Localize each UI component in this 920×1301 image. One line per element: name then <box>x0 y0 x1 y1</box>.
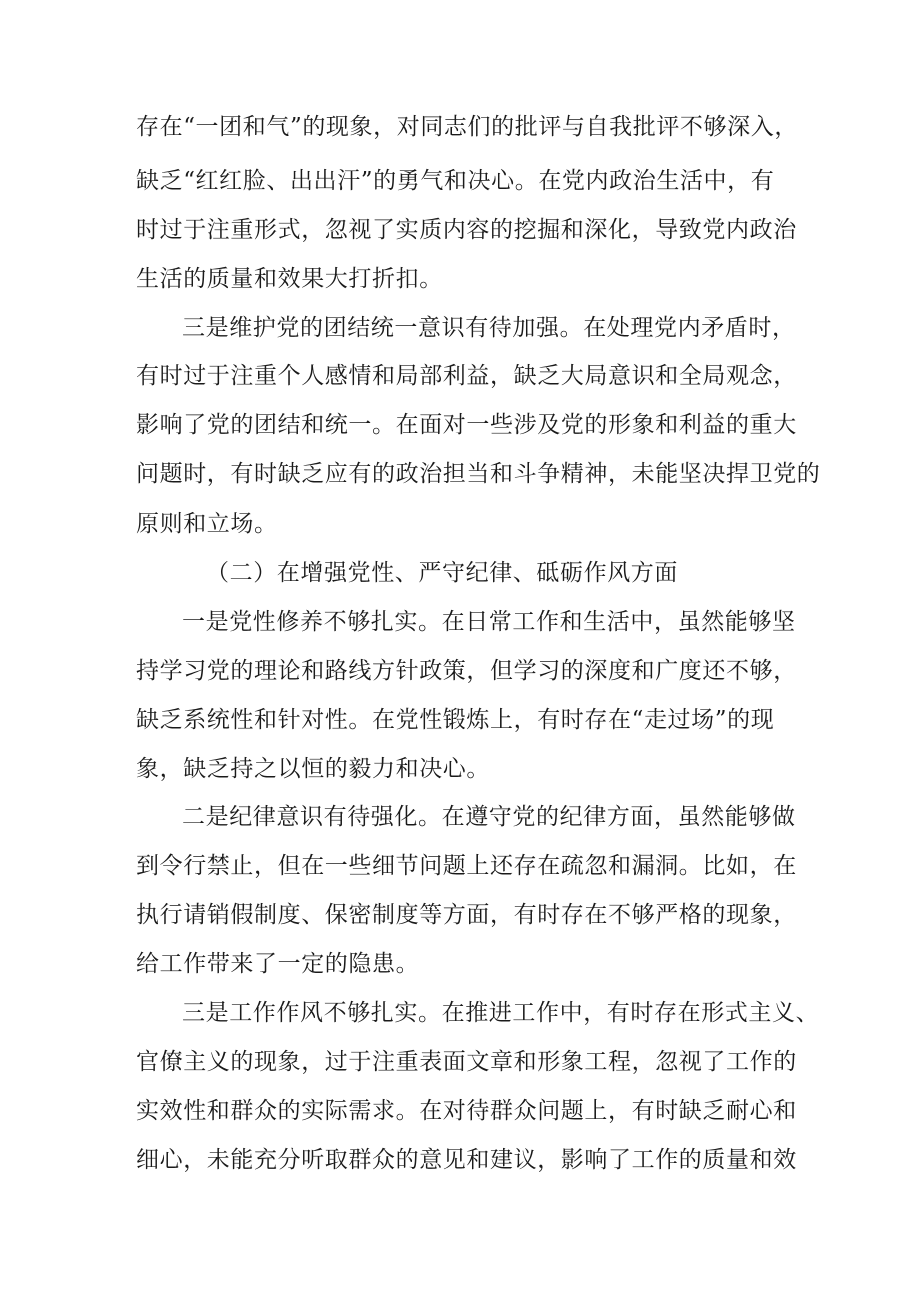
paragraph-start-line: 三是维护党的团结统一意识有待加强。在处理党内矛盾时， <box>182 315 796 341</box>
paragraph-start-line: 二是纪律意识有待强化。在遵守党的纪律方面，虽然能够做 <box>182 804 796 830</box>
text-line: 细心，未能充分听取群众的意见和建议，影响了工作的质量和效 <box>136 1147 797 1173</box>
text-line: 原则和立场。 <box>136 511 278 537</box>
text-line: 时过于注重形式，忽视了实质内容的挖掘和深化，导致党内政治 <box>136 217 797 243</box>
text-line: 问题时，有时缺乏应有的政治担当和斗争精神，未能坚决捍卫党的 <box>136 461 821 487</box>
text-line: 到令行禁止，但在一些细节问题上还存在疏忽和漏洞。比如，在 <box>136 853 797 879</box>
paragraph-start-line: 一是党性修养不够扎实。在日常工作和生活中，虽然能够坚 <box>182 609 796 635</box>
text-line: 官僚主义的现象，过于注重表面文章和形象工程，忽视了工作的 <box>136 1049 797 1075</box>
text-line: 生活的质量和效果大打折扣。 <box>136 266 443 292</box>
section-heading: （二）在增强党性、严守纪律、砥砺作风方面 <box>206 560 678 586</box>
text-line: 有时过于注重个人感情和局部利益，缺乏大局意识和全局观念， <box>136 363 797 389</box>
text-line: 影响了党的团结和统一。在面对一些涉及党的形象和利益的重大 <box>136 412 797 438</box>
text-line: 缺乏“红红脸、出出汗”的勇气和决心。在党内政治生活中，有 <box>136 168 775 194</box>
text-line: 存在“一团和气”的现象，对同志们的批评与自我批评不够深入， <box>136 114 798 140</box>
text-line: 实效性和群众的实际需求。在对待群众问题上，有时缺乏耐心和 <box>136 1098 797 1124</box>
text-line: 执行请销假制度、保密制度等方面，有时存在不够严格的现象， <box>136 902 797 928</box>
text-line: 持学习党的理论和路线方针政策，但学习的深度和广度还不够， <box>136 658 797 684</box>
text-line: 象，缺乏持之以恒的毅力和决心。 <box>136 756 490 782</box>
text-line: 缺乏系统性和针对性。在党性锻炼上，有时存在“走过场”的现 <box>136 707 775 733</box>
text-line: 给工作带来了一定的隐患。 <box>136 951 420 977</box>
paragraph-start-line: 三是工作作风不够扎实。在推进工作中，有时存在形式主义、 <box>182 1000 820 1026</box>
